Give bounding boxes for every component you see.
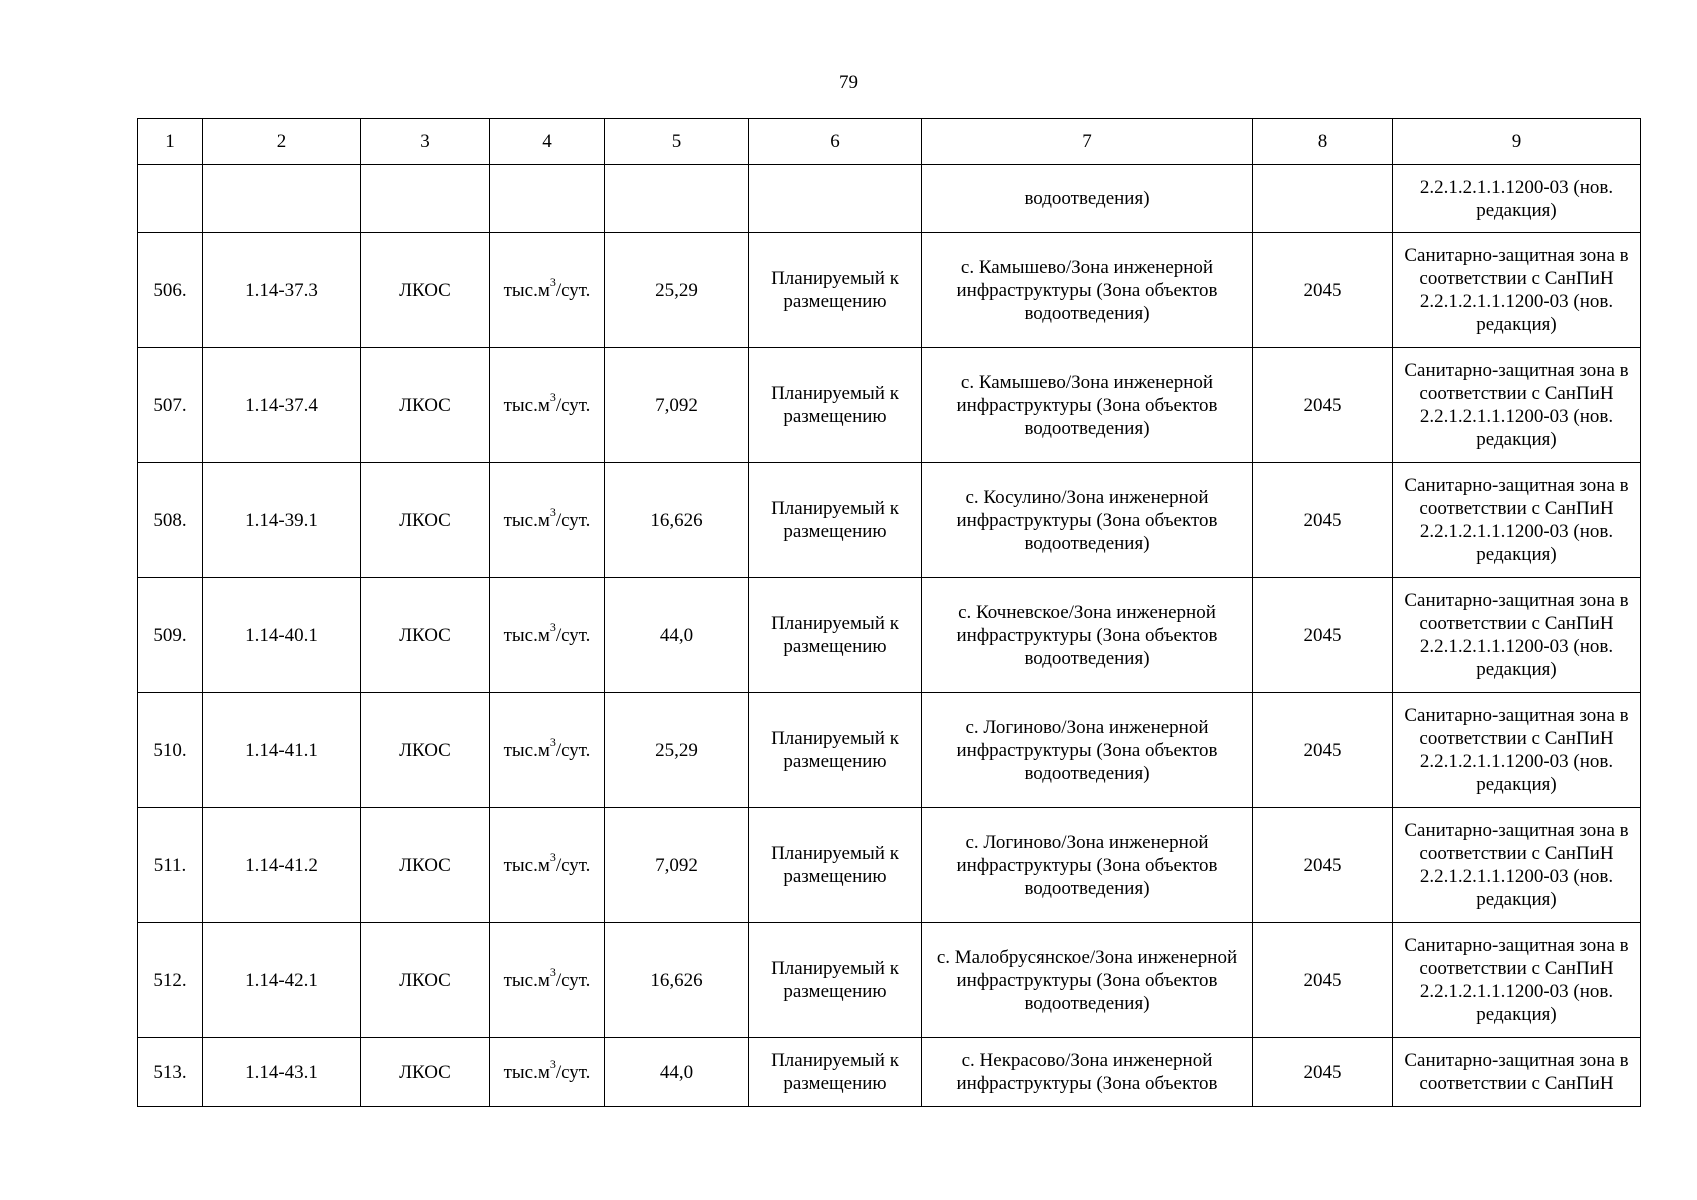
table-header-row [138,119,1641,165]
table-row-continuation [138,165,1641,233]
value-cell: 7,092 [605,808,749,923]
column-header: 4 [490,119,605,165]
table-cell [605,165,749,233]
value-cell: 25,29 [605,693,749,808]
unit-cell [490,348,605,463]
status-cell: Планируемый к размещению [749,693,922,808]
unit-superscript: 3 [549,965,556,980]
year-cell: 2045 [1253,463,1393,578]
unit-cell [490,808,605,923]
table-row [138,923,1641,1038]
row-number-cell: 508. [138,463,203,578]
row-number-cell: 511. [138,808,203,923]
unit-base: тыс.м [503,1061,550,1083]
row-number-cell: 507. [138,348,203,463]
zone-cell: Санитарно-защитная зона в соответствии с СанПиН 2.2.1.2.1.1.1200-03 (нов. редакция) [1393,348,1641,463]
zone-cell: Санитарно-защитная зона в соответствии с СанПиН 2.2.1.2.1.1.1200-03 (нов. редакция) [1393,693,1641,808]
table-cell [1253,165,1393,233]
year-cell: 2045 [1253,1038,1393,1107]
unit-cell [490,1038,605,1107]
row-number-cell: 513. [138,1038,203,1107]
year-cell: 2045 [1253,808,1393,923]
unit-superscript: 3 [549,735,556,750]
row-number-cell: 506. [138,233,203,348]
value-cell: 25,29 [605,233,749,348]
row-number-cell: 510. [138,693,203,808]
row-number-cell: 509. [138,578,203,693]
location-cell: с. Косулино/Зона инженерной инфраструктуры (Зона объектов водоотведения) [922,463,1253,578]
page-number: 79 [839,72,858,93]
unit-base: тыс.м [503,509,550,531]
name-cell: ЛКОС [361,693,490,808]
code-cell: 1.14-42.1 [203,923,361,1038]
unit-tail: /сут. [555,739,591,761]
code-cell: 1.14-43.1 [203,1038,361,1107]
unit-superscript: 3 [549,275,556,290]
table-cell [490,165,605,233]
name-cell: ЛКОС [361,1038,490,1107]
code-cell: 1.14-39.1 [203,463,361,578]
unit-base: тыс.м [503,739,550,761]
column-header: 9 [1393,119,1641,165]
unit-superscript: 3 [549,390,556,405]
column-header: 5 [605,119,749,165]
column-header: 1 [138,119,203,165]
location-cell: с. Логиново/Зона инженерной инфраструктуры (Зона объектов водоотведения) [922,693,1253,808]
year-cell: 2045 [1253,348,1393,463]
value-cell: 7,092 [605,348,749,463]
unit-tail: /сут. [555,394,591,416]
unit-tail: /сут. [555,854,591,876]
status-cell: Планируемый к размещению [749,1038,922,1107]
status-cell: Планируемый к размещению [749,923,922,1038]
unit-superscript: 3 [549,505,556,520]
unit-superscript: 3 [549,620,556,635]
value-cell: 16,626 [605,463,749,578]
table-row [138,578,1641,693]
location-cell: с. Некрасово/Зона инженерной инфраструктуры (Зона объектов [922,1038,1253,1107]
value-cell: 44,0 [605,1038,749,1107]
location-cell: с. Кочневское/Зона инженерной инфраструктуры (Зона объектов водоотведения) [922,578,1253,693]
value-cell: 16,626 [605,923,749,1038]
column-header: 8 [1253,119,1393,165]
year-cell: 2045 [1253,923,1393,1038]
code-cell: 1.14-41.1 [203,693,361,808]
unit-base: тыс.м [503,969,550,991]
table-row [138,1038,1641,1107]
zone-cell: Санитарно-защитная зона в соответствии с СанПиН 2.2.1.2.1.1.1200-03 (нов. редакция) [1393,233,1641,348]
unit-cell [490,578,605,693]
table-row [138,693,1641,808]
name-cell: ЛКОС [361,348,490,463]
unit-tail: /сут. [555,1061,591,1083]
unit-base: тыс.м [503,394,550,416]
zone-cell: Санитарно-защитная зона в соответствии с СанПиН [1393,1038,1641,1107]
unit-base: тыс.м [503,854,550,876]
status-cell: Планируемый к размещению [749,348,922,463]
unit-cell [490,693,605,808]
unit-tail: /сут. [555,624,591,646]
code-cell: 1.14-40.1 [203,578,361,693]
unit-base: тыс.м [503,279,550,301]
column-header: 2 [203,119,361,165]
year-cell: 2045 [1253,233,1393,348]
zone-cell: Санитарно-защитная зона в соответствии с СанПиН 2.2.1.2.1.1.1200-03 (нов. редакция) [1393,463,1641,578]
unit-superscript: 3 [549,850,556,865]
table-row [138,808,1641,923]
table-row [138,463,1641,578]
unit-tail: /сут. [555,509,591,531]
row-number-cell: 512. [138,923,203,1038]
table-cell [203,165,361,233]
status-cell: Планируемый к размещению [749,808,922,923]
zone-cell: Санитарно-защитная зона в соответствии с СанПиН 2.2.1.2.1.1.1200-03 (нов. редакция) [1393,578,1641,693]
zone-cell: Санитарно-защитная зона в соответствии с СанПиН 2.2.1.2.1.1.1200-03 (нов. редакция) [1393,923,1641,1038]
unit-cell [490,923,605,1038]
status-cell: Планируемый к размещению [749,578,922,693]
name-cell: ЛКОС [361,463,490,578]
location-cell: водоотведения) [922,165,1253,233]
column-header: 6 [749,119,922,165]
unit-base: тыс.м [503,624,550,646]
name-cell: ЛКОС [361,923,490,1038]
year-cell: 2045 [1253,578,1393,693]
name-cell: ЛКОС [361,233,490,348]
table-cell [749,165,922,233]
table-cell [361,165,490,233]
unit-cell [490,463,605,578]
table-row [138,233,1641,348]
zone-cell: Санитарно-защитная зона в соответствии с СанПиН 2.2.1.2.1.1.1200-03 (нов. редакция) [1393,808,1641,923]
location-cell: с. Камышево/Зона инженерной инфраструктуры (Зона объектов водоотведения) [922,233,1253,348]
column-header: 3 [361,119,490,165]
code-cell: 1.14-41.2 [203,808,361,923]
location-cell: с. Логиново/Зона инженерной инфраструктуры (Зона объектов водоотведения) [922,808,1253,923]
value-cell: 44,0 [605,578,749,693]
column-header: 7 [922,119,1253,165]
status-cell: Планируемый к размещению [749,233,922,348]
name-cell: ЛКОС [361,808,490,923]
unit-tail: /сут. [555,279,591,301]
unit-tail: /сут. [555,969,591,991]
status-cell: Планируемый к размещению [749,463,922,578]
name-cell: ЛКОС [361,578,490,693]
location-cell: с. Малобрусянское/Зона инженерной инфраструктуры (Зона объектов водоотведения) [922,923,1253,1038]
unit-superscript: 3 [549,1057,556,1072]
table-row [138,348,1641,463]
unit-cell [490,233,605,348]
code-cell: 1.14-37.3 [203,233,361,348]
zone-cell: 2.2.1.2.1.1.1200-03 (нов. редакция) [1393,165,1641,233]
location-cell: с. Камышево/Зона инженерной инфраструктуры (Зона объектов водоотведения) [922,348,1253,463]
table-cell [138,165,203,233]
year-cell: 2045 [1253,693,1393,808]
facilities-table [137,118,1641,1107]
code-cell: 1.14-37.4 [203,348,361,463]
